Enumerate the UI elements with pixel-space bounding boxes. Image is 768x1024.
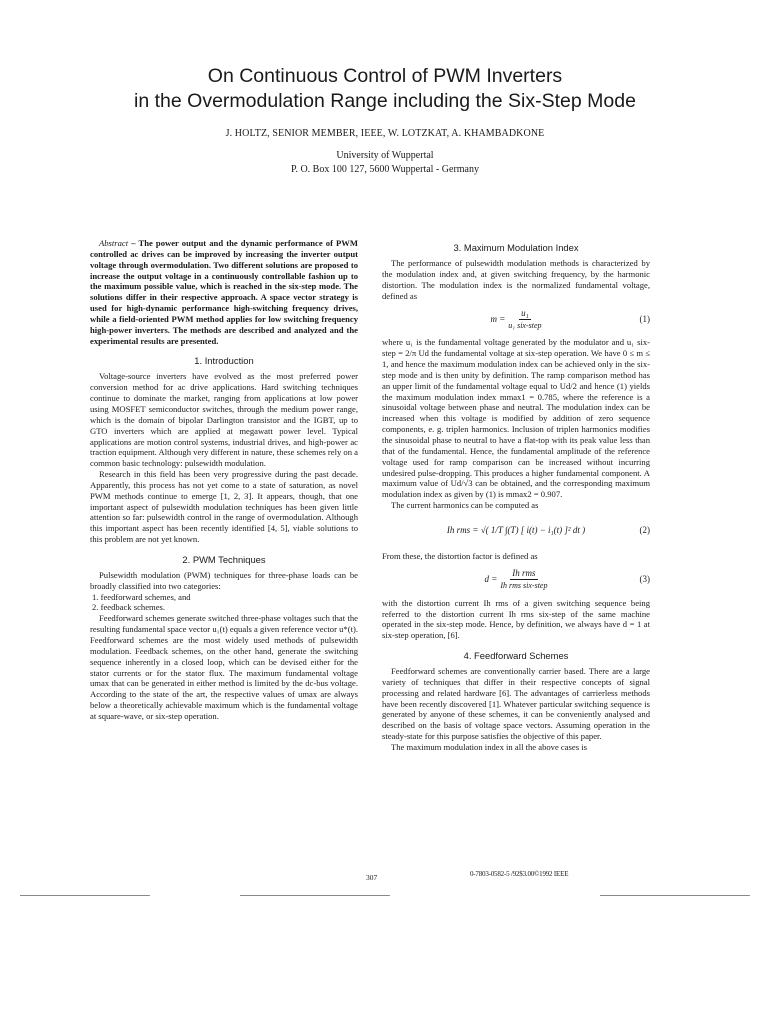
footer-rule-right xyxy=(600,895,750,896)
pwm-category-list xyxy=(90,592,358,614)
section-3-paragraph-2: where u₁ is the fundamental voltage generated by the modulator and u₁ six-step = 2/π Ud the fundamental voltage at six-step operation. We have 0 ≤ m ≤ 1, and hence the maximum modulation index can be achieved only in the six-step mode and is then unity by definition. The ramp comparison method has an upper limit of the fundamental voltage equal to Ud/2 and hence (1) yields the maximum modulation index mmax1 = 0.785, where the reference is a sinusoidal voltage between phase and neutral. The modulation index can be increased when this voltage is modified by addition of zero sequence components, e. g. triplen harmonics. Inclusion of triplen harmonics modifies the sinusoidal phase to neutral to have a flat-top with its peak value less than that of the fundamental. Hence, the fundamental amplitude of the reference voltage used for ramp comparison can be increased without incurring undesired pulse-dropping. This produces a higher fundamental component. A maximum value of Ud/√3 can be obtained, and the corresponding maximum modulation index as given by (1) is mmax2 = 0.907. xyxy=(382,337,650,500)
equation-2-tag: (2) xyxy=(639,525,650,536)
equation-1 xyxy=(382,304,650,334)
equation-3-numerator: Ih rms xyxy=(512,568,536,579)
equation-1-lhs: m = xyxy=(490,313,506,324)
page-number: 307 xyxy=(366,873,378,882)
paper-title xyxy=(60,64,710,114)
affiliation-line-2: P. O. Box 100 127, 5600 Wuppertal - Germany xyxy=(290,164,479,175)
section-2-paragraph-2: Feedforward schemes generate switched three-phase voltages such that the resulting fundamental space vector u₁(t) equals a given reference vector u*(t). Feedforward schemes are the most widely used methods of pulsewidth modulation. Feedback schemes, on the other hand, generate the switching sequence inherently in a closed loop, which can be devised either for the stator currents or for the stator flux. The maximum fundamental voltage umax that can be generated in either method is limited by the dc-bus voltage. According to the state of the art, the respective values of umax are always below a theoretically achievable maximum which is the fundamental voltage at square-wave, or six-step operation. xyxy=(90,613,358,721)
equation-1-fraction xyxy=(508,308,541,331)
equation-1-denominator: u₁ six-step xyxy=(508,320,542,330)
equation-2 xyxy=(382,514,650,548)
abstract xyxy=(90,238,358,346)
abstract-body: – The power output and the dynamic performance of PWM controlled ac drives can be improved by increasing the inverter output voltage through overmodulation. Two different solutions are proposed to increase the output voltage in a continuously controllable fashion up to the maximum possible value, which is reached in the six-step mode. The solutions differ in their respective approach. A space vector strategy is used for high-dynamic performance high-switching frequency drives, while a field-oriented PWM method applies for low switching frequency high-power inverters. The methods are described and analyzed and the experimental results are presented. xyxy=(90,238,358,346)
left-column xyxy=(90,238,358,722)
equation-3-denominator: Ih rms six-step xyxy=(500,581,548,591)
affiliation xyxy=(100,149,670,177)
title-line-2: in the Overmodulation Range including the Six-Step Mode xyxy=(134,90,636,112)
equation-3-fraction xyxy=(500,568,547,591)
author-list: J. HOLTZ, SENIOR MEMBER, IEEE, W. LOTZKAT, A. KHAMBADKONE xyxy=(225,128,545,139)
section-1-paragraph-1: Voltage-source inverters have evolved as the most preferred power conversion method for ac drive applications. Hard switching techniques continue to dominate the market, ranging from applications at low power using MOSFET semiconductor switches, through the medium power range, which is the domain of bipolar Darlington transistor and the IGBT, up to GTO inverters which are applied at megawatt power level. Typical applications are motion control systems, industrial drives, and high-power ac traction equipment. Although very different in nature, these schemes rely on a common basic technology: pulsewidth modulation. xyxy=(90,371,358,469)
copyright-notice: 0-7803-0582-5 /92$3.00©1992 IEEE xyxy=(470,870,569,878)
equation-3-lhs: d = xyxy=(484,574,498,585)
section-4-paragraph-2: The maximum modulation index in all the above cases is xyxy=(391,742,587,752)
equation-2-rhs: √( 1/T ∫(T) [ i(t) − i₁(t) ]² dt ) xyxy=(480,525,586,536)
equation-3-tag: (3) xyxy=(639,574,650,585)
section-3-paragraph-4: From these, the distortion factor is defined as xyxy=(382,550,538,561)
section-3-paragraph-5: with the distortion current Ih rms of a given switching sequence being referred to the distortion current Ih rms six-step of the same machine operated in the six-step mode. Hence, by definition, we always have d = 1 at six-step operation, [6]. xyxy=(382,597,650,641)
section-3-paragraph-1: The performance of pulsewidth modulation methods is characterized by the modulation index and, at given switching frequency, by the harmonic distortion. The modulation index is the normalized fundamental voltage, defined as xyxy=(382,258,650,301)
right-column xyxy=(382,241,650,753)
section-4-heading: 4. Feedforward Schemes xyxy=(463,650,569,662)
section-2-paragraph-1: Pulsewidth modulation (PWM) techniques for three-phase loads can be broadly classified into two categories: xyxy=(90,569,358,591)
list-item: 2. feedback schemes. xyxy=(92,602,166,613)
title-line-1: On Continuous Control of PWM Inverters xyxy=(207,65,563,87)
section-3-paragraph-3: The current harmonics can be computed as xyxy=(391,500,539,511)
section-3-heading: 3. Maximum Modulation Index xyxy=(453,242,579,253)
footer-rule-left xyxy=(20,895,150,896)
section-4-paragraph-1: Feedforward schemes are conventionally carrier based. There are a large variety of techniques that differ in their respective concepts of signal processing and related hardware [6]. The advantages of carrierless methods have been recently discovered [1]. Whatever particular switching sequence is generated by anyone of these schemes, it can be conveniently analysed and described on the basis of voltage space vectors. Assuming operation in the steady-state for this purpose satisfies the objective of this paper. xyxy=(382,666,650,742)
footer-rule-center xyxy=(240,895,390,896)
affiliation-line-1: University of Wuppertal xyxy=(336,150,434,161)
equation-1-numerator: u₁ xyxy=(521,307,529,318)
abstract-label: Abstract xyxy=(99,238,129,248)
equation-2-lhs: Ih rms = xyxy=(446,525,479,536)
section-2-heading: 2. PWM Techniques xyxy=(182,553,266,565)
equation-3 xyxy=(382,565,650,595)
list-item: 1. feedforward schemes, and xyxy=(92,591,191,602)
section-1-paragraph-2: Research in this field has been very progressive during the past decade. Apparently, this process has not yet come to a state of saturation, as novel PWM methods continue to emerge [1, 2, 3]. It appears, though, that one important aspect of pulsewidth modulation techniques has been given little attention so far: pulsewidth control in the range of overmodulation. Although this important aspect has been recently identified [4, 5], viable solutions to this problem are not yet known. xyxy=(90,469,358,545)
equation-1-tag: (1) xyxy=(639,313,650,324)
section-1-heading: 1. Introduction xyxy=(194,355,254,367)
